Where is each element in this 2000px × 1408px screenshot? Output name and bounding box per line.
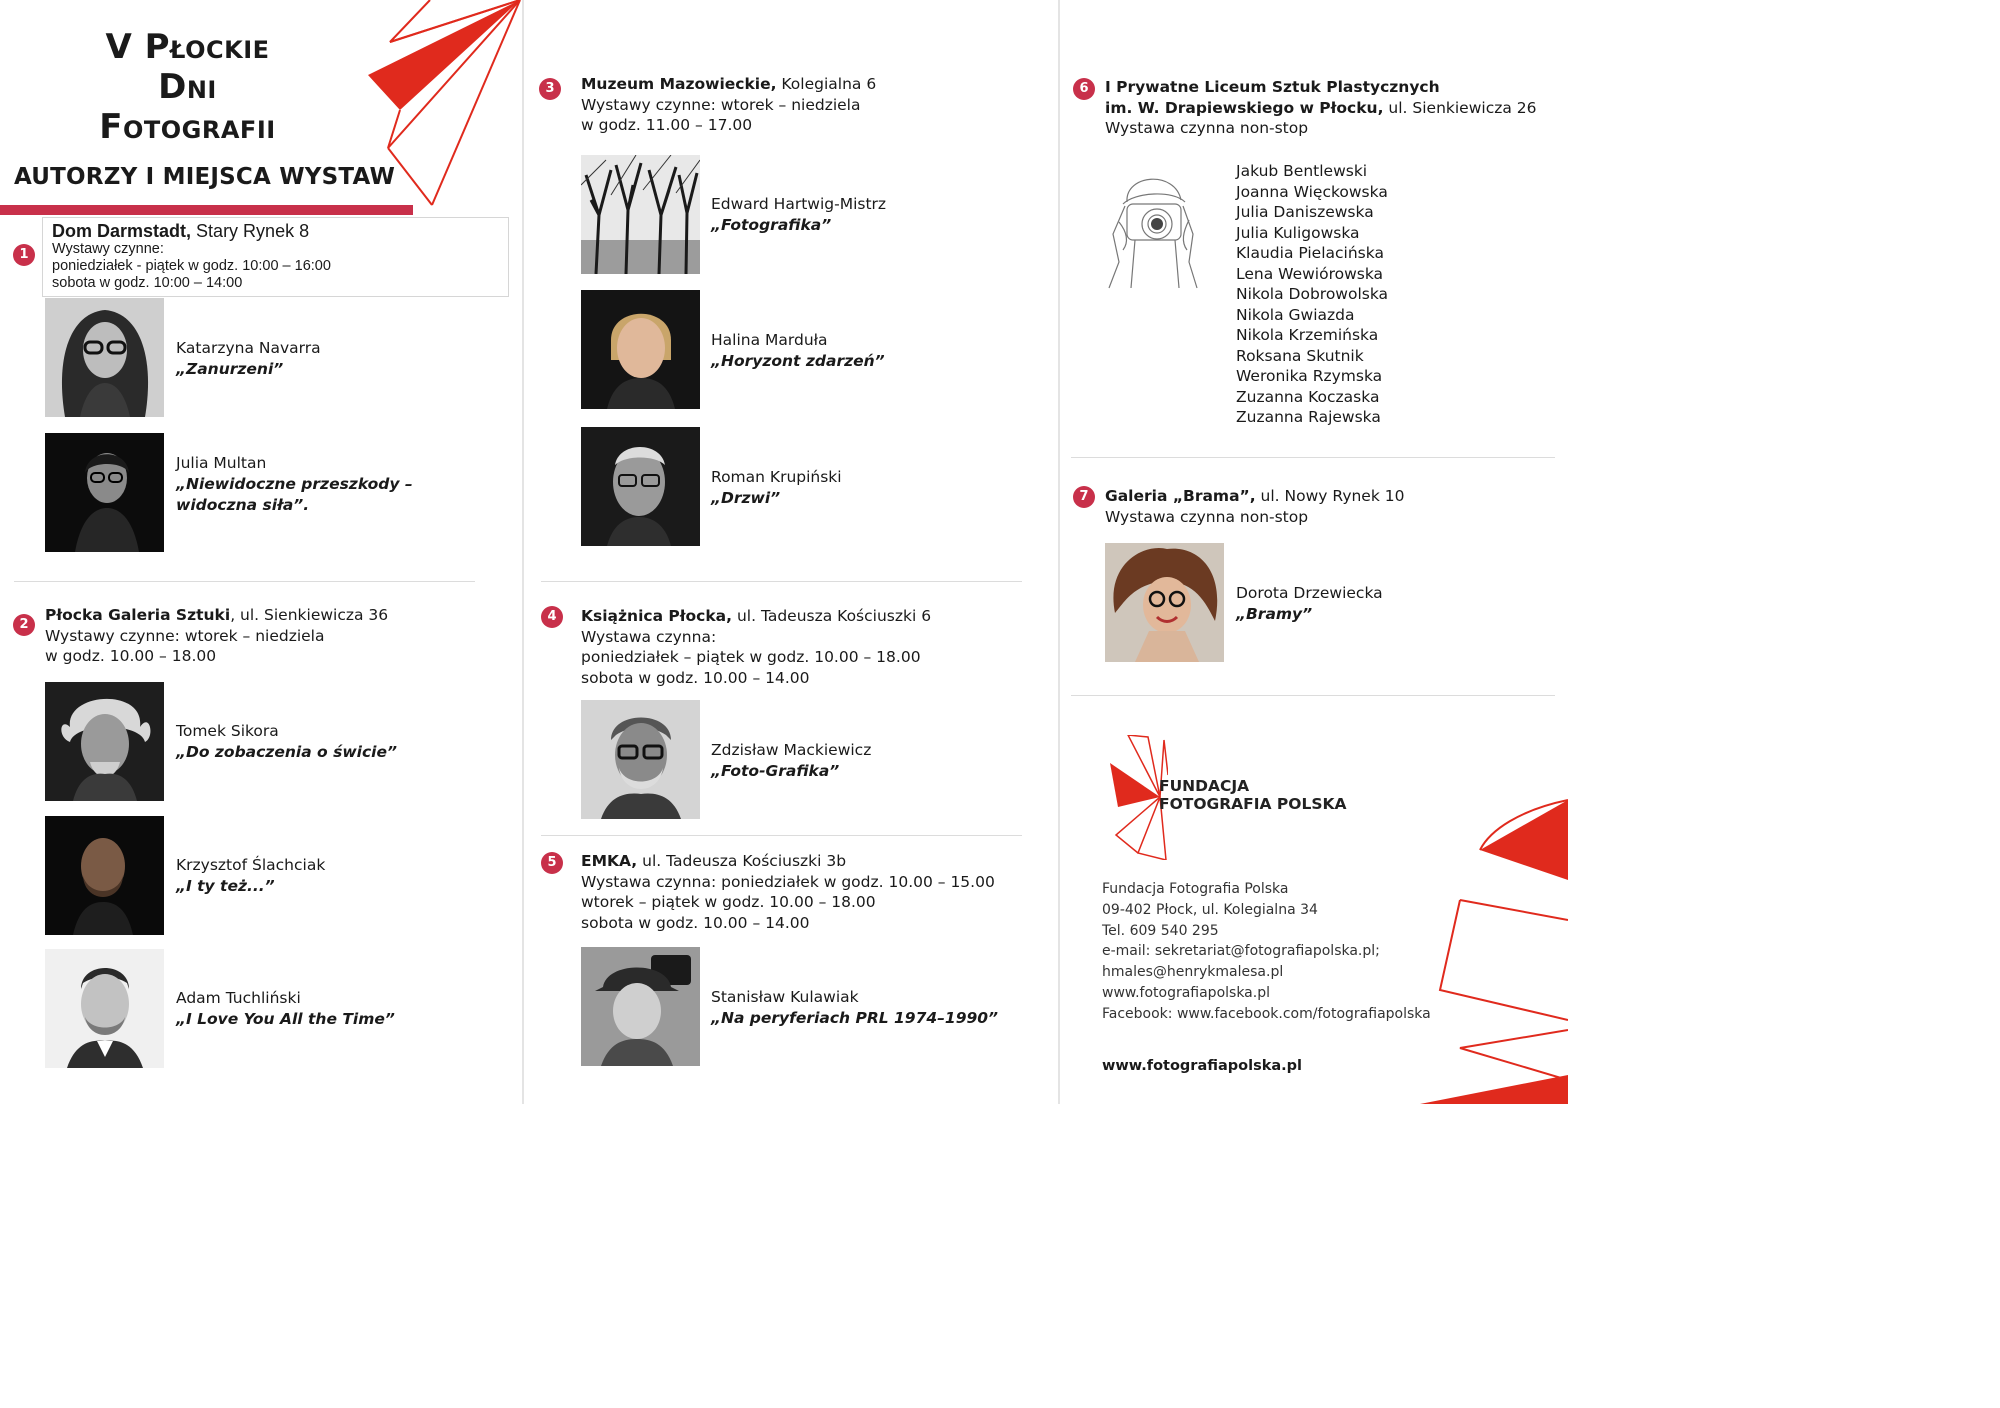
contact-address: 09-402 Płock, ul. Kolegialna 34 <box>1102 901 1318 918</box>
author-name: Katarzyna Navarra <box>176 339 321 357</box>
venue-hours: sobota w godz. 10.00 – 14.00 <box>581 913 810 932</box>
title-line: V Płockie <box>105 27 270 67</box>
author-entry <box>176 453 496 516</box>
contact-email[interactable]: hmales@henrykmalesa.pl <box>1102 964 1284 981</box>
title-line: Fotografii <box>99 107 276 147</box>
venue-hours: Wystawa czynna non-stop <box>1105 119 1309 137</box>
venue-number: 3 <box>539 78 561 100</box>
exhibition-title: „Foto-Grafika” <box>711 762 840 780</box>
venue-address: ul. Tadeusza Kościuszki 6 <box>732 607 932 625</box>
venue-hours: Wystawa czynna: <box>581 627 717 646</box>
venue-info <box>1105 486 1404 527</box>
exhibition-title: „Bramy” <box>1236 605 1313 623</box>
contact-block <box>1102 879 1431 1025</box>
author-entry <box>176 988 395 1030</box>
venue-name: Dom Darmstadt, <box>52 221 192 241</box>
exhibition-title: „I Love You All the Time” <box>176 1010 395 1028</box>
page-subtitle: AUTORZY I MIEJSCA WYSTAW <box>14 164 396 190</box>
exhibition-title: „Niewidoczne przeszkody – widoczna siła”. <box>176 475 413 514</box>
author-photo <box>1105 543 1224 662</box>
venue-name: I Prywatne Liceum Sztuk Plastycznych <box>1105 78 1440 96</box>
student-name: Jakub Bentlewski <box>1236 162 1368 180</box>
author-name: Halina Marduła <box>711 331 828 349</box>
author-photo <box>45 816 164 935</box>
venue-hours: poniedziałek - piątek w godz. 10:00 – 16:00 <box>52 258 331 274</box>
venue-hours: Wystawy czynne: <box>52 241 164 257</box>
venue-hours: Wystawy czynne: wtorek – niedziela <box>581 95 861 114</box>
venue-info <box>1105 77 1537 139</box>
venue-hours: sobota w godz. 10:00 – 14:00 <box>52 275 243 291</box>
venue-name: Galeria „Brama”, <box>1105 487 1256 505</box>
author-photo <box>581 700 700 819</box>
exhibition-title: „Fotografika” <box>711 216 832 234</box>
section-divider <box>541 835 1022 836</box>
venue-name: EMKA, <box>581 852 638 870</box>
venue-number: 5 <box>541 852 563 874</box>
student-name: Nikola Gwiazda <box>1236 305 1355 324</box>
author-name: Zdzisław Mackiewicz <box>711 741 872 759</box>
venue-info <box>581 74 876 136</box>
author-photo <box>45 298 164 417</box>
venue-hours: poniedziałek – piątek w godz. 10.00 – 18.00 <box>581 648 921 666</box>
author-entry <box>711 194 886 236</box>
logo-text-line: FOTOGRAFIA POLSKA <box>1159 794 1347 813</box>
student-name: Zuzanna Rajewska <box>1236 408 1381 426</box>
student-name: Lena Wewiórowska <box>1236 264 1384 283</box>
exhibition-title: „Drzwi” <box>711 489 781 507</box>
venue-address: , ul. Sienkiewicza 36 <box>230 606 389 624</box>
student-name: Nikola Dobrowolska <box>1236 285 1389 303</box>
author-name: Julia Multan <box>176 454 267 472</box>
exhibition-title: „Zanurzeni” <box>176 360 284 378</box>
student-name: Weronika Rzymska <box>1236 367 1383 385</box>
venue-info <box>581 851 995 933</box>
venue-1-info-box <box>42 217 509 297</box>
panel-fold <box>1058 0 1060 1104</box>
author-photo <box>45 433 164 552</box>
venue-address: ul. Tadeusza Kościuszki 3b <box>637 852 847 870</box>
author-name: Krzysztof Ślachciak <box>176 856 326 874</box>
venue-hours: Wystawy czynne: wtorek – niedziela <box>45 626 325 645</box>
venue-hours: Wystawa czynna: poniedziałek w godz. 10.00 – 15.00 <box>581 872 995 891</box>
venue-address: Stary Rynek 8 <box>196 221 310 241</box>
student-name: Klaudia Pielacińska <box>1236 244 1384 262</box>
author-entry <box>711 740 871 782</box>
venue-hours: wtorek – piątek w godz. 10.00 – 18.00 <box>581 893 876 911</box>
author-photo <box>581 427 700 546</box>
author-entry <box>1236 583 1383 625</box>
contact-phone[interactable]: Tel. 609 540 295 <box>1102 922 1219 939</box>
section-divider <box>14 581 475 582</box>
author-entry <box>176 721 397 763</box>
venue-hours: w godz. 10.00 – 18.00 <box>45 647 217 665</box>
contact-website-link[interactable]: www.fotografiapolska.pl <box>1102 984 1270 1001</box>
venue-name: Płocka Galeria Sztuki <box>45 606 231 624</box>
photographer-sketch-illustration <box>1105 162 1200 290</box>
author-photo <box>45 949 164 1068</box>
venue-hours: Wystawa czynna non-stop <box>1105 507 1309 526</box>
author-entry <box>711 467 842 509</box>
author-name: Roman Krupiński <box>711 468 842 486</box>
author-name: Adam Tuchliński <box>176 989 301 1007</box>
title-line: Dni <box>158 67 217 107</box>
exhibition-title: „I ty też...” <box>176 877 275 895</box>
venue-hours: w godz. 11.00 – 17.00 <box>581 116 753 134</box>
contact-facebook-link[interactable]: Facebook: www.facebook.com/fotografiapolska <box>1102 1005 1431 1022</box>
author-name: Tomek Sikora <box>176 722 279 740</box>
venue-number: 2 <box>13 614 35 636</box>
page-title <box>60 27 315 147</box>
venue-name: im. W. Drapiewskiego w Płocku, <box>1105 98 1384 117</box>
student-name: Zuzanna Koczaska <box>1236 387 1380 406</box>
author-entry <box>176 338 321 380</box>
section-divider <box>541 581 1022 582</box>
venue-address: Kolegialna 6 <box>776 75 877 93</box>
exhibition-photo <box>581 155 700 274</box>
author-name: Stanisław Kulawiak <box>711 988 859 1006</box>
accent-bar <box>0 205 413 215</box>
author-entry <box>176 855 325 897</box>
venue-number: 1 <box>13 244 35 266</box>
exhibition-title: „Na peryferiach PRL 1974–1990” <box>711 1009 999 1027</box>
venue-address: ul. Sienkiewicza 26 <box>1383 98 1537 117</box>
venue-name: Muzeum Mazowieckie, <box>581 75 777 93</box>
exhibition-title: „Horyzont zdarzeń” <box>711 352 885 370</box>
contact-org: Fundacja Fotografia Polska <box>1102 881 1289 897</box>
student-name: Nikola Krzemińska <box>1236 326 1379 344</box>
logo-text-line: FUNDACJA <box>1159 777 1250 795</box>
section-divider <box>1071 457 1555 458</box>
venue-info <box>581 606 931 688</box>
footer-website-link[interactable]: www.fotografiapolska.pl <box>1102 1058 1303 1074</box>
venue-info <box>45 605 388 667</box>
author-photo <box>45 682 164 801</box>
venue-name: Książnica Płocka, <box>581 607 733 625</box>
author-photo <box>581 290 700 409</box>
student-name: Julia Daniszewska <box>1236 203 1374 221</box>
student-name: Joanna Więckowska <box>1236 182 1388 201</box>
student-list <box>1236 161 1388 428</box>
venue-address: ul. Nowy Rynek 10 <box>1255 487 1405 505</box>
author-name: Dorota Drzewiecka <box>1236 584 1383 602</box>
venue-number: 4 <box>541 606 563 628</box>
student-name: Roksana Skutnik <box>1236 346 1364 365</box>
exhibition-title: „Do zobaczenia o świcie” <box>176 743 397 761</box>
fundacja-logo-text <box>1159 778 1347 813</box>
author-entry <box>711 987 998 1029</box>
contact-email[interactable]: e-mail: sekretariat@fotografiapolska.pl; <box>1102 943 1380 960</box>
author-entry <box>711 330 885 372</box>
author-name: Edward Hartwig-Mistrz <box>711 195 887 213</box>
author-photo <box>581 947 700 1066</box>
student-name: Julia Kuligowska <box>1236 223 1360 242</box>
section-divider <box>1071 695 1555 696</box>
venue-number: 7 <box>1073 486 1095 508</box>
venue-hours: sobota w godz. 10.00 – 14.00 <box>581 668 810 687</box>
venue-number: 6 <box>1073 78 1095 100</box>
